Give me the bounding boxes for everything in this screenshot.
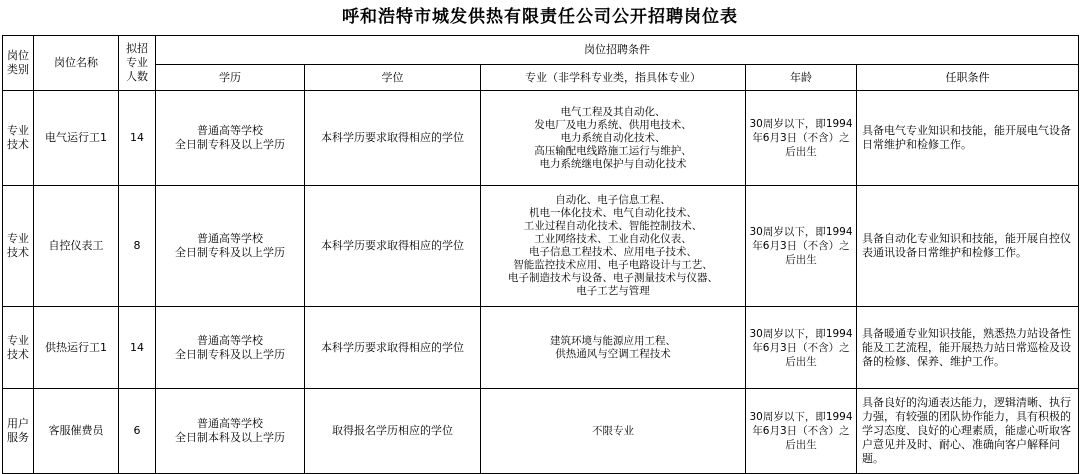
- education-cell: 普通高等学校 全日制本科及以上学历: [156, 389, 305, 474]
- age-cell: 30周岁以下，即1994年6月3日（不含）之后出生: [746, 186, 857, 307]
- post-name-cell: 供热运行工1: [34, 307, 119, 389]
- education-cell: 普通高等学校 全日制专科及以上学历: [156, 186, 305, 307]
- header-count: 拟招专业人数: [119, 36, 156, 91]
- requirements-cell: 具备自动化专业知识和技能，能开展自控仪表通讯设备日常维护和检修工作。: [857, 186, 1079, 307]
- education-cell: 普通高等学校 全日制专科及以上学历: [156, 91, 305, 186]
- table-row: [3, 186, 1079, 307]
- table-row: [3, 389, 1079, 474]
- major-cell: 不限专业: [481, 389, 746, 474]
- table-row: [3, 91, 1079, 186]
- age-cell: 30周岁以下，即1994年6月3日（不含）之后出生: [746, 389, 857, 474]
- count-cell: 14: [119, 91, 156, 186]
- age-cell: 30周岁以下，即1994年6月3日（不含）之后出生: [746, 91, 857, 186]
- header-post-name: 岗位名称: [34, 36, 119, 91]
- header-conditions: 岗位招聘条件: [156, 36, 1079, 65]
- age-cell: 30周岁以下，即1994年6月3日（不含）之后出生: [746, 307, 857, 389]
- table-row: [3, 307, 1079, 389]
- requirements-cell: 具备暖通专业知识技能，熟悉热力站设备性能及工艺流程，能开展热力站日常巡检及设备的检修、保养、维护工作。: [857, 307, 1079, 389]
- count-cell: 8: [119, 186, 156, 307]
- header-degree: 学位: [305, 65, 481, 91]
- degree-cell: 取得报名学历相应的学位: [305, 389, 481, 474]
- category-cell: 专业技术: [3, 307, 34, 389]
- degree-cell: 本科学历要求取得相应的学位: [305, 186, 481, 307]
- post-name-cell: 自控仪表工: [34, 186, 119, 307]
- count-cell: 6: [119, 389, 156, 474]
- education-cell: 普通高等学校 全日制专科及以上学历: [156, 307, 305, 389]
- page-title: 呼和浩特市城发供热有限责任公司公开招聘岗位表: [342, 7, 738, 27]
- header-category: 岗位类别: [3, 36, 34, 91]
- category-cell: 专业技术: [3, 186, 34, 307]
- header-requirements: 任职条件: [857, 65, 1079, 91]
- count-cell: 14: [119, 307, 156, 389]
- major-cell: 电气工程及其自动化、 发电厂及电力系统、供用电技术、 电力系统自动化技术、 高压输配电线路施工运行与维护、 电力系统继电保护与自动化技术: [481, 91, 746, 186]
- requirements-cell: 具备良好的沟通表达能力，逻辑清晰、执行力强，有较强的团队协作能力，具有积极的学习态度、良好的心理素质，能虚心听取客户意见并及时、耐心、准确向客户解释问题。: [857, 389, 1079, 474]
- post-name-cell: 客服催费员: [34, 389, 119, 474]
- requirements-cell: 具备电气专业知识和技能，能开展电气设备日常维护和检修工作。: [857, 91, 1079, 186]
- header-education: 学历: [156, 65, 305, 91]
- degree-cell: 本科学历要求取得相应的学位: [305, 91, 481, 186]
- recruitment-table: [2, 35, 1079, 474]
- post-name-cell: 电气运行工1: [34, 91, 119, 186]
- degree-cell: 本科学历要求取得相应的学位: [305, 307, 481, 389]
- category-cell: 用户服务: [3, 389, 34, 474]
- header-age: 年龄: [746, 65, 857, 91]
- major-cell: 自动化、电子信息工程、 机电一体化技术、电气自动化技术、 工业过程自动化技术、智能控制技术、 工业网络技术、工业自动化仪表、 电子信息工程技术、应用电子技术、 智能监控技术应用、电子电路设计与工艺、 电子制造技术与设备、电子测量技术与仪器、 电子工艺与管理: [481, 186, 746, 307]
- header-major: 专业（非学科专业类，指具体专业）: [481, 65, 746, 91]
- category-cell: 专业技术: [3, 91, 34, 186]
- major-cell: 建筑环境与能源应用工程、 供热通风与空调工程技术: [481, 307, 746, 389]
